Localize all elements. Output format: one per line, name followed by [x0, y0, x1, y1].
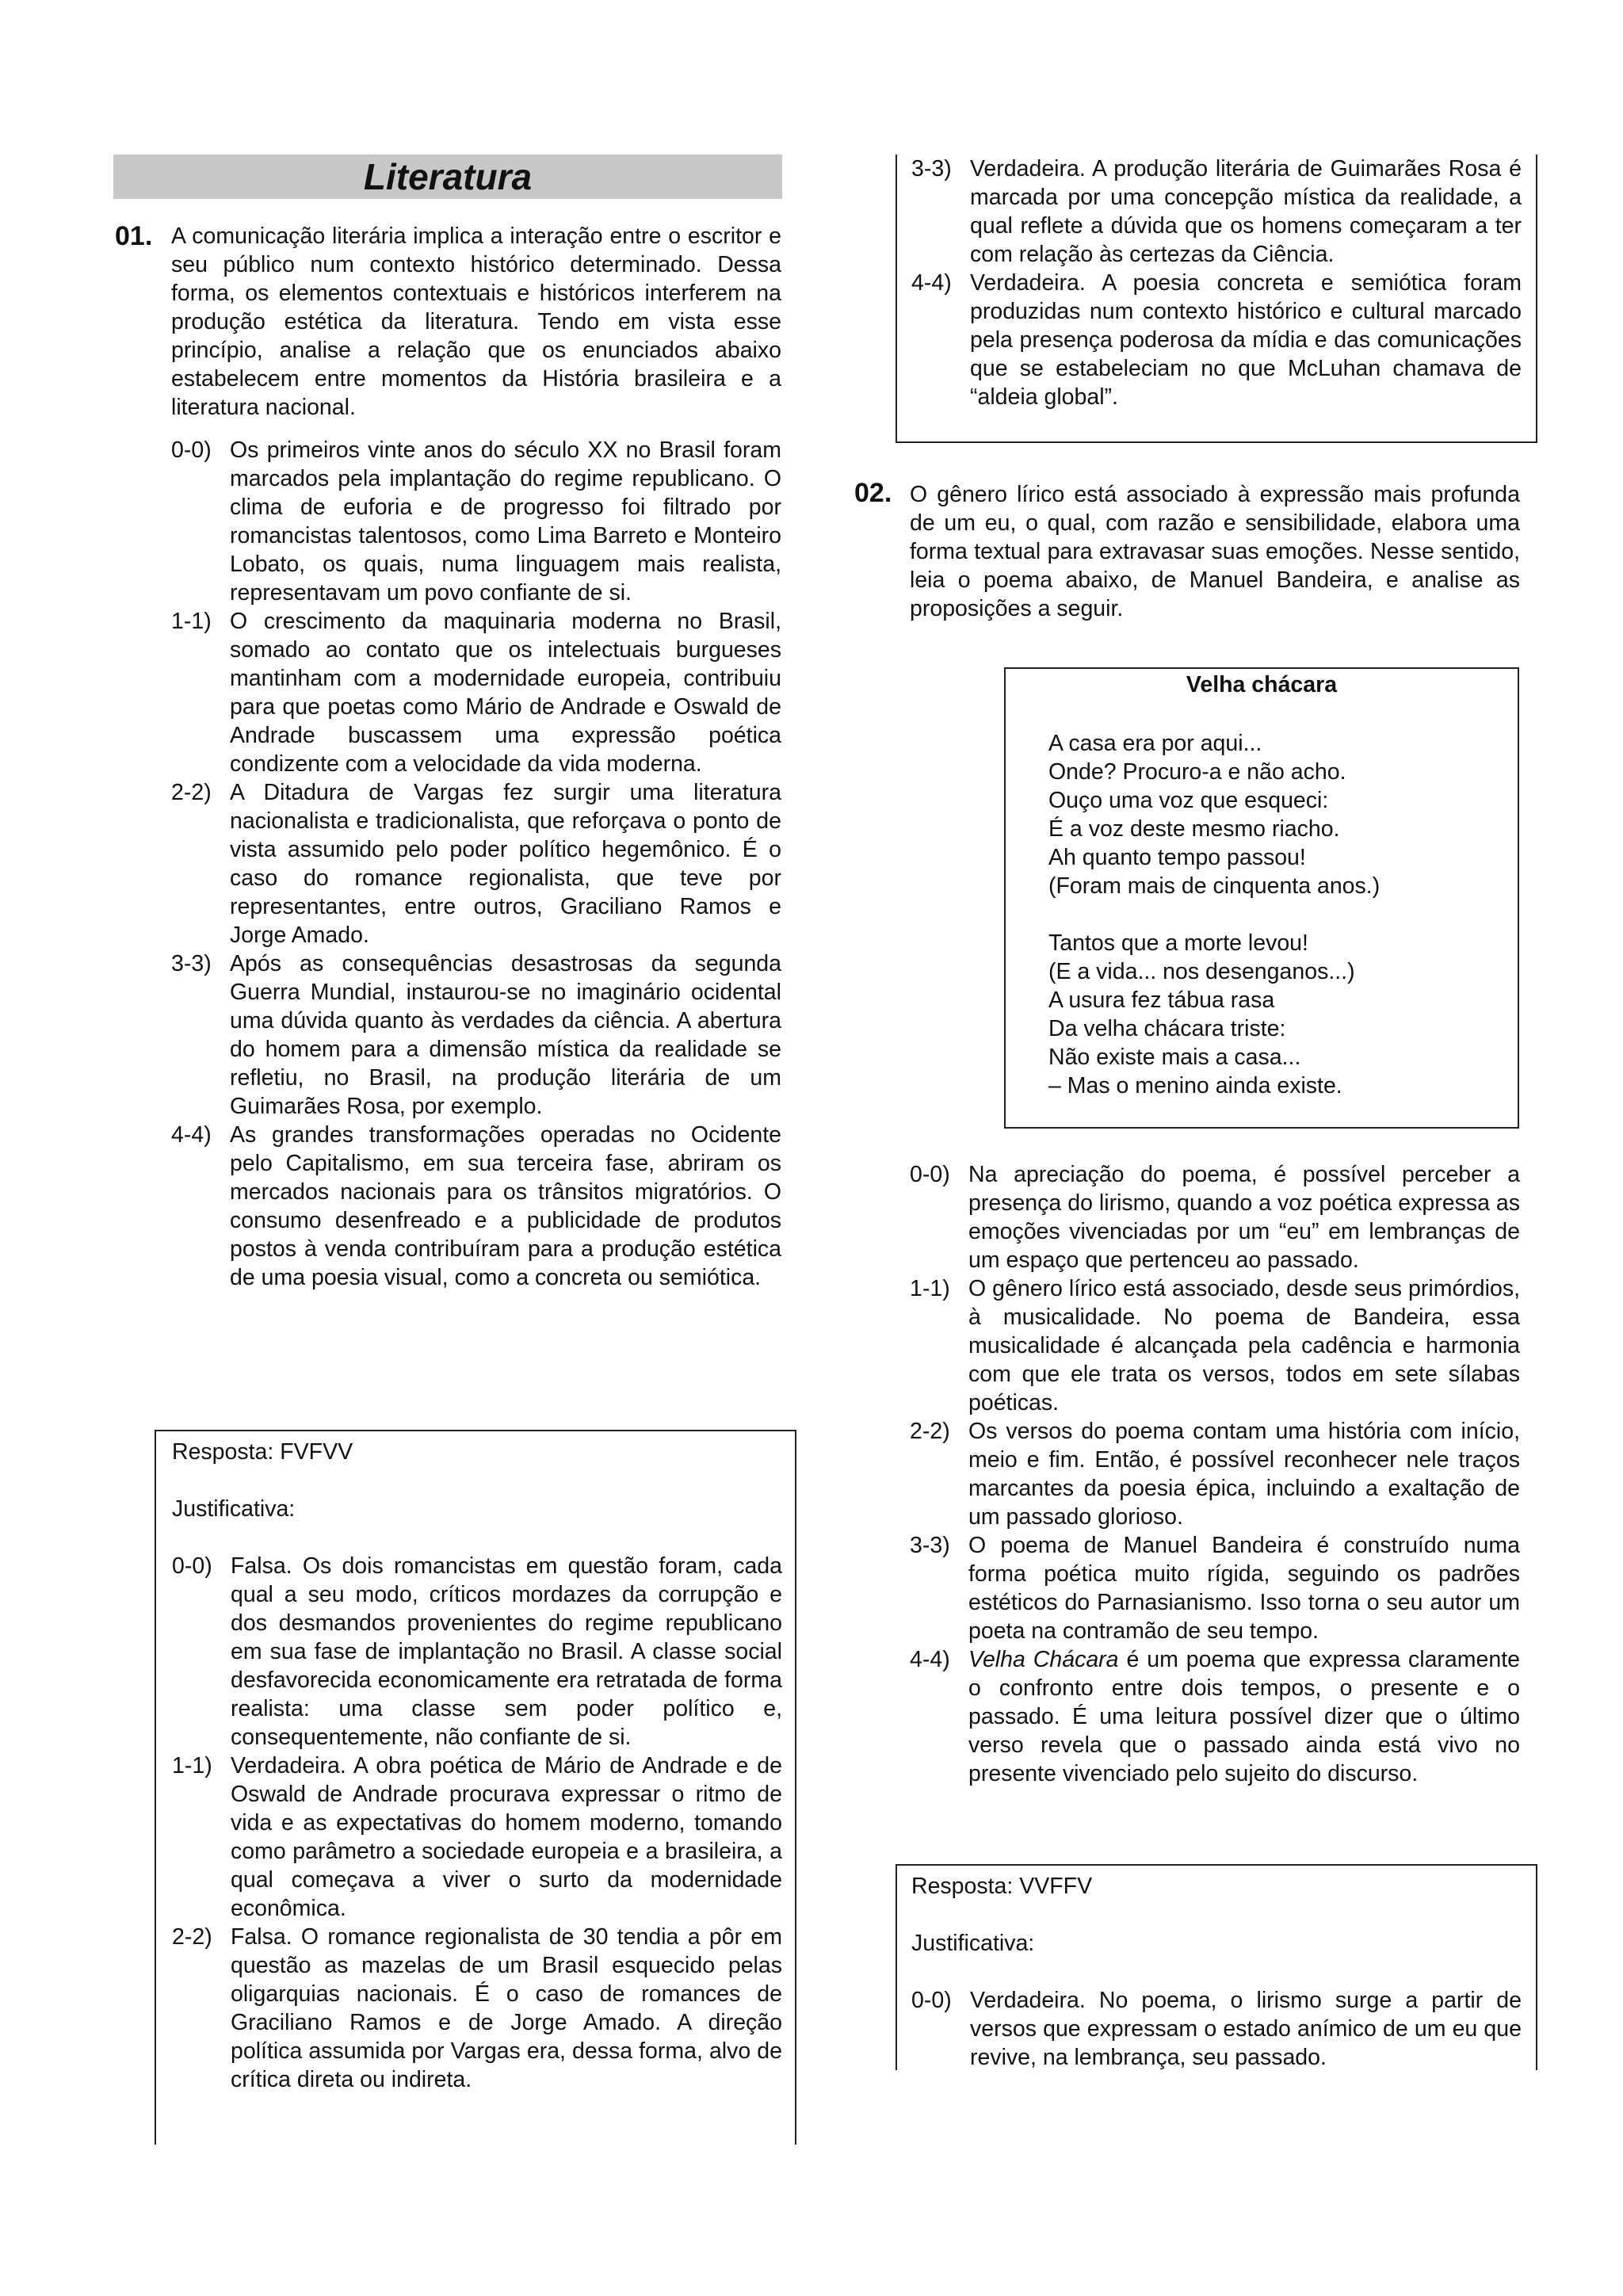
list-item — [171, 949, 781, 1121]
item-text: Verdadeira. A produção literária de Guimarães Rosa é marcada por uma concepção mística da realidade, a qual reflete a dúvida que os homens começaram a ter com relação às certezas da Ciência. — [970, 156, 1522, 267]
list-item — [172, 1552, 782, 1752]
list-item — [172, 1923, 782, 2094]
item-label: 1-1) — [910, 1276, 950, 1301]
list-item — [910, 1645, 1520, 1788]
item-text: Verdadeira. A obra poética de Mário de Andrade e de Oswald de Andrade procurava expressar o ritmo de vida e as expectativas do homem moderno, tomando como parâmetro a sociedade europeia e a brasileira, a qual começava a viver o surto da modernidade econômica. — [231, 1753, 782, 1921]
poem-line: Não existe mais a casa... — [1048, 1045, 1301, 1070]
item-label: 3-3) — [171, 951, 212, 976]
item-text: Os primeiros vinte anos do século XX no Brasil foram marcados pela implantação do regime republicano. O clima de euforia e de progresso foi filtrado por romancistas talentosos, como Lima Barreto e Monteiro Lobato, os quais, numa linguagem mais realista, representavam um povo confiante de si. — [230, 437, 781, 606]
item-text: Os versos do poema contam uma história com início, meio e fim. Então, é possível reconhecer nele traços marcantes da poesia épica, incluindo a exaltação de um passado glorioso. — [968, 1419, 1520, 1530]
justification-label-01: Justificativa: — [172, 1496, 296, 1522]
poem-line: A usura fez tábua rasa — [1048, 988, 1275, 1013]
question-number-02: 02. — [854, 478, 892, 508]
item-label: 0-0) — [911, 1988, 952, 2013]
poem-line: A casa era por aqui... — [1048, 731, 1262, 756]
question-02-intro: O gênero lírico está associado à expressão mais profunda de um eu, o qual, com razão e sensibilidade, elabora uma forma textual para extravasar suas emoções. Nesse sentido, leia o poema abaixo, de Manuel Bandeira, e analise as proposições a seguir. — [910, 482, 1520, 621]
item-text: Verdadeira. No poema, o lirismo surge a partir de versos que expressam o estado anímico de um eu que revive, na lembrança, seu passado. — [970, 1988, 1522, 2070]
list-item — [911, 155, 1522, 269]
item-text: Verdadeira. A poesia concreta e semiótica foram produzidas num contexto histórico e cultural marcado pela presença poderosa da mídia e das comunicações que se estabeleciam no que McLuhan chamava de “aldeia global”. — [970, 270, 1522, 410]
answer-box-01 — [155, 1430, 796, 2145]
item-text: O poema de Manuel Bandeira é construído numa forma poética muito rígida, seguindo os padrões estéticos do Parnasianismo. Isso torna o seu autor um poeta na contramão de seu tempo. — [968, 1533, 1520, 1644]
item-label: 0-0) — [910, 1162, 950, 1187]
item-label: 2-2) — [171, 780, 212, 805]
list-item — [172, 1752, 782, 1923]
answer-02: Resposta: VVFFV — [911, 1874, 1093, 1899]
poem-line: (E a vida... nos desenganos...) — [1048, 959, 1355, 984]
answer-box-02 — [896, 1864, 1537, 2070]
item-label: 2-2) — [910, 1419, 950, 1444]
question-02-items — [910, 1160, 1520, 1788]
item-label: 4-4) — [910, 1647, 950, 1672]
poem-line: – Mas o menino ainda existe. — [1048, 1073, 1342, 1098]
item-text: Falsa. Os dois romancistas em questão foram, cada qual a seu modo, críticos mordazes da corrupção e dos desmandos provenientes do regime republicano em sua fase de implantação no Brasil. A classe social desfavorecida economicamente era retratada de forma realista: uma classe sem poder político e, consequentemente, não confiante de si. — [231, 1553, 782, 1750]
poem-line: Onde? Procuro-a e não acho. — [1048, 759, 1346, 785]
list-item — [171, 778, 781, 949]
poem-line: Ouço uma voz que esqueci: — [1048, 788, 1329, 813]
item-label: 2-2) — [172, 1924, 212, 1950]
list-item — [171, 607, 781, 778]
item-label: 1-1) — [171, 609, 212, 634]
poem-stanza-1 — [1048, 729, 1380, 900]
list-item — [171, 436, 781, 607]
section-title: Literatura — [113, 155, 782, 199]
question-01-items — [171, 436, 781, 1292]
list-item — [911, 269, 1522, 411]
item-label: 0-0) — [171, 437, 212, 463]
item-text: A Ditadura de Vargas fez surgir uma literatura nacionalista e tradicionalista, que reforçava o ponto de vista assumido pelo poder político hegemônico. É o caso do romance regionalista, que teve por representantes, entre outros, Graciliano Ramos e Jorge Amado. — [230, 780, 781, 948]
item-text-rest: é um poema que expressa claramente o confronto entre dois tempos, o presente e o passado. É uma leitura possível dizer que o último verso revela que o passado ainda está vivo no presente vivenciado pelo sujeito do discurso. — [968, 1647, 1520, 1786]
poem-box — [1004, 667, 1519, 1129]
poem-line: Da velha chácara triste: — [1048, 1016, 1286, 1041]
list-item — [910, 1531, 1520, 1645]
poem-line: Ah quanto tempo passou! — [1048, 845, 1306, 870]
item-label: 4-4) — [911, 270, 952, 296]
list-item — [911, 1986, 1522, 2072]
list-item — [910, 1160, 1520, 1274]
list-item — [910, 1274, 1520, 1417]
poem-line: É a voz deste mesmo riacho. — [1048, 816, 1340, 842]
item-text: O gênero lírico está associado, desde seus primórdios, à musicalidade. No poema de Bandeira, essa musicalidade é alcançada pela cadência e harmonia com que ele trata os versos, todos em sete sílabas poéticas. — [968, 1276, 1520, 1415]
item-text: As grandes transformações operadas no Ocidente pelo Capitalismo, em sua terceira fase, abriram os mercados nacionais para os trânsitos migratórios. O consumo desenfreado e a publicidade de produtos postos à venda contribuíram para a produção estética de uma poesia visual, como a concreta ou semiótica. — [230, 1122, 781, 1290]
poem-line: (Foram mais de cinquenta anos.) — [1048, 873, 1381, 899]
item-label: 3-3) — [910, 1533, 950, 1558]
item-label: 1-1) — [172, 1753, 212, 1778]
list-item — [171, 1121, 781, 1292]
item-text: Na apreciação do poema, é possível perceber a presença do lirismo, quando a voz poética expressa as emoções vivenciadas por um “eu” em lembranças de um espaço que pertenceu ao passado. — [968, 1162, 1520, 1273]
poem-title-italic: Velha Chácara — [968, 1647, 1119, 1672]
answer-01: Resposta: FVFVV — [172, 1439, 353, 1465]
justification-label-02: Justificativa: — [911, 1931, 1035, 1956]
list-item — [910, 1417, 1520, 1531]
item-text: Falsa. O romance regionalista de 30 tendia a pôr em questão as mazelas de um Brasil esquecido pelas oligarquias nacionais. É o caso de romances de Graciliano Ramos e de Jorge Amado. A direção política assumida por Vargas era, dessa forma, alvo de crítica direta ou indireta. — [231, 1924, 782, 2092]
item-label: 4-4) — [171, 1122, 212, 1148]
item-text — [968, 1645, 1520, 1788]
poem-title: Velha chácara — [1186, 672, 1338, 697]
item-label: 3-3) — [911, 156, 952, 181]
poem-stanza-2 — [1048, 929, 1355, 1100]
item-text: O crescimento da maquinaria moderna no Brasil, somado ao contato que os intelectuais burgueses mantinham com a modernidade europeia, contribuiu para que poetas como Mário de Andrade e Oswald de Andrade buscassem uma expressão poética condizente com a velocidade da vida moderna. — [230, 609, 781, 777]
item-label: 0-0) — [172, 1553, 212, 1579]
item-text: Após as consequências desastrosas da segunda Guerra Mundial, instaurou-se no imaginário ocidental uma dúvida quanto às verdades da ciência. A abertura do homem para a dimensão mística da realidade se refletiu, no Brasil, na produção literária de um Guimarães Rosa, por exemplo. — [230, 951, 781, 1119]
poem-line: Tantos que a morte levou! — [1048, 930, 1308, 956]
question-number-01: 01. — [115, 221, 153, 251]
question-01-intro: A comunicação literária implica a interação entre o escritor e seu público num contexto histórico determinado. Dessa forma, os elementos contextuais e históricos interferem na produção estética da literatura. Tendo em vista esse princípio, analise a relação que os enunciados abaixo estabelecem entre momentos da História brasileira e a literatura nacional. — [171, 223, 781, 420]
answer-box-01-continued — [896, 155, 1537, 443]
